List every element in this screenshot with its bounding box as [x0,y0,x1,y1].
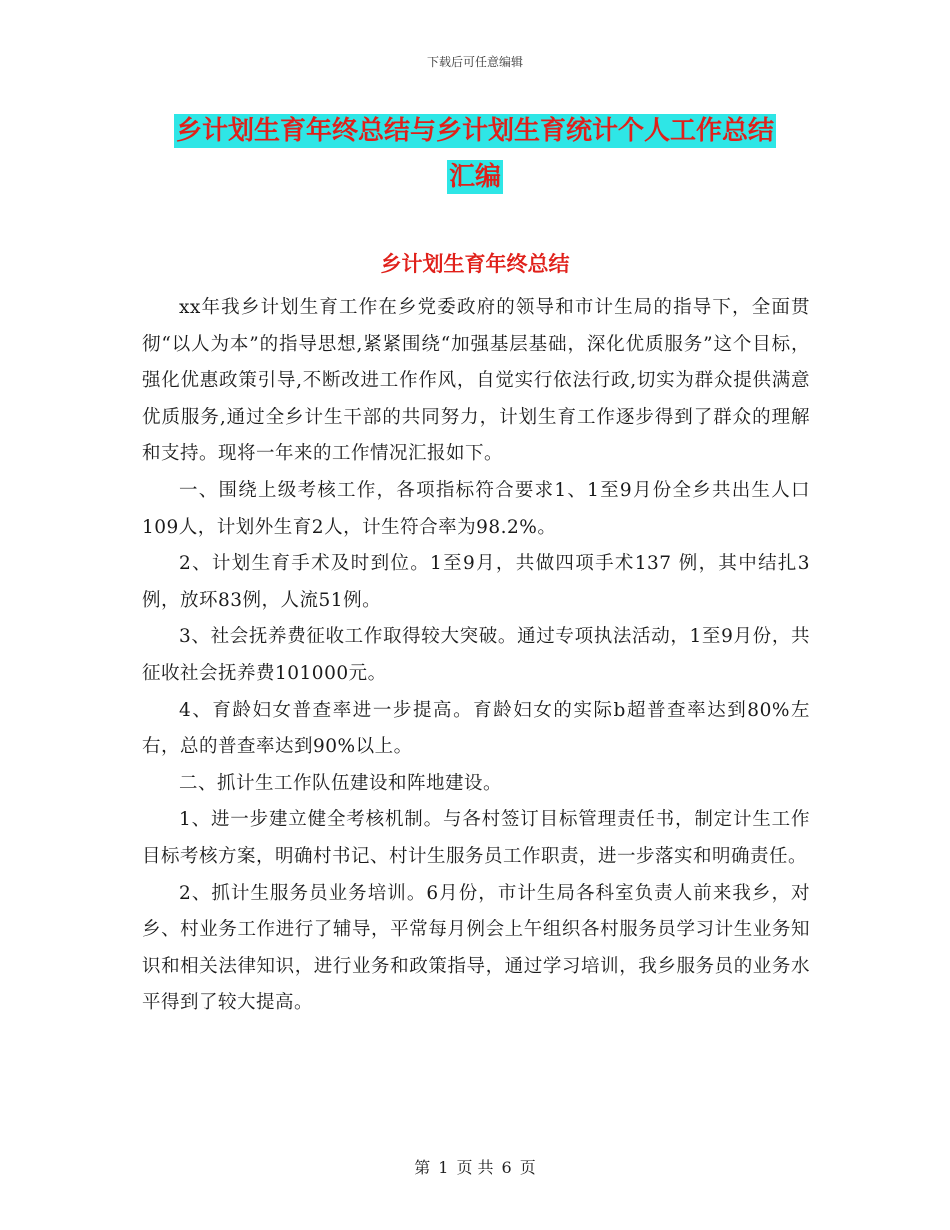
footer-prefix: 第 [414,1158,431,1177]
footer-suffix: 页 [519,1158,536,1177]
document-title-line2: 汇编 [448,162,501,192]
body-text [142,290,810,1022]
section-title: 乡计划生育年终总结 [380,252,570,276]
paragraph-5: 4、育龄妇女普查率进一步提高。育龄妇女的实际b超普查率达到80%左右，总的普查率达到90%以上。 [142,699,810,758]
paragraph-8: 2、抓计生服务员业务培训。6月份，市计生局各科室负责人前来我乡，对乡、村业务工作进行了辅导，平常每月例会上午组织各村服务员学习计生业务知识和相关法律知识，进行业务和政策指导，通过学习培训，我乡服务员的业务水平得到了较大提高。 [142,882,810,1014]
paragraph-3: 2、计划生育手术及时到位。1至9月，共做四项手术137 例，其中结扎3例，放环83例，人流51例。 [142,553,810,611]
paragraph-6: 二、抓计生工作队伍建设和阵地建设。 [179,772,503,794]
paragraph-2: 一、围绕上级考核工作，各项指标符合要求1、1至9月份全乡共出生人口109人，计划外生育2人，计生符合率为98.2%。 [142,479,810,538]
document-title-line1: 乡计划生育年终总结与乡计划生育统计个人工作总结 [175,116,774,146]
document-title [140,108,810,200]
footer-page-total: 6 [501,1158,512,1177]
paragraph-1: xx年我乡计划生育工作在乡党委政府的领导和市计生局的指导下，全面贯彻“以人为本”的指导思想,紧紧围绕“加强基层基础，深化优质服务”这个目标，强化优惠政策引导,不断改进工作作风，自觉实行依法行政,切实为群众提供满意优质服务,通过全乡计生干部的共同努力，计划生育工作逐步得到了群众的理解和支持。现将一年来的工作情况汇报如下。 [142,297,810,465]
paragraph-4: 3、社会抚养费征收工作取得较大突破。通过专项执法活动，1至9月份，共征收社会抚养费101000元。 [142,626,810,684]
footer-page-number: 1 [438,1158,449,1177]
page-footer [0,1155,950,1178]
footer-mid: 页 共 [456,1158,494,1177]
paragraph-7: 1、进一步建立健全考核机制。与各村签订目标管理责任书，制定计生工作目标考核方案，明确村书记、村计生服务员工作职责，进一步落实和明确责任。 [142,809,810,867]
page-header-note: 下载后可任意编辑 [426,55,523,69]
